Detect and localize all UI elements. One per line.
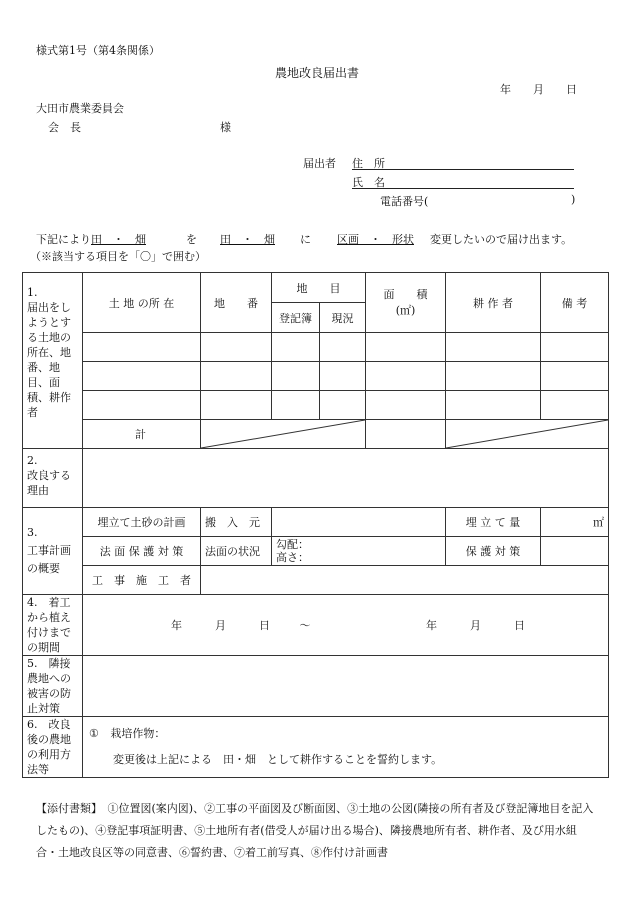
area-cell[interactable] — [366, 362, 446, 391]
total-diagonal-cell-2 — [446, 420, 609, 449]
slope-measures-label: 法 面 保 護 対 策 — [83, 537, 201, 566]
location-cell[interactable] — [83, 362, 201, 391]
registry-cell[interactable] — [272, 333, 320, 362]
section-3-label: 3. 工事計画の概要 — [23, 508, 83, 595]
lot-cell[interactable] — [201, 362, 272, 391]
fill-plan-label: 埋立て土砂の計画 — [83, 508, 201, 537]
option-shape[interactable]: 区画 ・ 形状 — [337, 233, 414, 246]
contractor-label: 工 事 施 工 者 — [83, 566, 201, 595]
remarks-cell[interactable] — [541, 391, 609, 420]
form-table — [22, 272, 609, 778]
period-field[interactable] — [83, 595, 609, 656]
option-from-field[interactable]: 田 ・ 畑 — [91, 233, 146, 246]
col-cultivator: 耕 作 者 — [446, 273, 541, 333]
honorific: 様 — [220, 121, 231, 134]
reason-field[interactable] — [83, 449, 609, 508]
current-cell[interactable] — [320, 391, 366, 420]
circle-note: （※該当する項目を「〇」で囲む） — [30, 250, 206, 263]
attachments-text: 【添付書類】 ①位置図(案内図)、②工事の平面図及び断面図、③土地の公図(隣接の所有者及び登記簿地目を記入したもの)、④登記事項証明書、⑤土地所有者(借受人が届け出る場合)、隣接農地所有者、耕作者、及び用水組合・土地改良区等の同意書、⑥誓約書、⑦着工前写真、⑧作付け計画書 — [36, 802, 594, 859]
registry-cell[interactable] — [272, 391, 320, 420]
address-label: 住 所 — [352, 157, 385, 170]
remarks-cell[interactable] — [541, 333, 609, 362]
total-area-cell[interactable] — [366, 420, 446, 449]
addressee-org: 大田市農業委員会 — [36, 102, 124, 115]
period-from: 年 月 日 — [171, 619, 270, 632]
current-cell[interactable] — [320, 333, 366, 362]
statement-ni: に — [300, 233, 311, 246]
pledge-text: 変更後は上記による 田・畑 として耕作することを誓約します。 — [113, 753, 443, 766]
crop-label: 栽培作物： — [110, 727, 166, 740]
usage-field[interactable] — [83, 717, 609, 778]
crop-number: ① — [89, 727, 99, 740]
prevention-field[interactable] — [83, 656, 609, 717]
table-row — [23, 391, 609, 420]
source-field[interactable] — [272, 508, 446, 537]
total-label: 計 — [83, 420, 201, 449]
lot-cell[interactable] — [201, 333, 272, 362]
diagonal-line — [446, 420, 608, 448]
slope-status-field[interactable] — [272, 537, 446, 566]
lot-cell[interactable] — [201, 391, 272, 420]
cultivator-cell[interactable] — [446, 362, 541, 391]
cultivator-cell[interactable] — [446, 333, 541, 362]
height-label: 高さ： — [276, 551, 309, 564]
col-category: 地 目 — [272, 273, 366, 303]
col-area-unit: (㎡) — [395, 303, 416, 317]
col-location: 土 地 の所 在 — [83, 273, 201, 333]
col-remarks: 備 考 — [541, 273, 609, 333]
diagonal-line — [201, 420, 365, 448]
statement-wo: を — [186, 233, 197, 246]
col-area-label: 面 積 — [383, 287, 428, 301]
fill-amount-label: 埋 立 て 量 — [446, 508, 541, 537]
location-cell[interactable] — [83, 391, 201, 420]
option-to-field[interactable]: 田 ・ 畑 — [220, 233, 275, 246]
applicant-label: 届出者 — [303, 157, 336, 170]
form-number: 様式第1号（第4条関係） — [36, 44, 160, 57]
date-line[interactable]: 年 月 日 — [500, 83, 577, 96]
table-row — [23, 362, 609, 391]
addressee-role: 会 長 — [48, 121, 81, 134]
location-cell[interactable] — [83, 333, 201, 362]
section-1-label: 1. 届出をしようとする土地の所在、地番、地目、面積、耕作者 — [23, 273, 83, 449]
period-tilde: 〜 — [299, 619, 311, 632]
name-field[interactable] — [352, 174, 574, 189]
remarks-cell[interactable] — [541, 362, 609, 391]
current-cell[interactable] — [320, 362, 366, 391]
registry-cell[interactable] — [272, 362, 320, 391]
col-registry: 登記簿 — [272, 303, 320, 333]
cultivator-cell[interactable] — [446, 391, 541, 420]
protection-field[interactable] — [541, 537, 609, 566]
contractor-field[interactable] — [201, 566, 609, 595]
area-cell[interactable] — [366, 333, 446, 362]
phone-close: ) — [571, 193, 576, 206]
area-cell[interactable] — [366, 391, 446, 420]
col-area — [366, 273, 446, 333]
section-6-label: 6. 改良後の農地の利用方法等 — [23, 717, 83, 778]
fill-amount-field[interactable] — [541, 508, 609, 537]
source-label: 搬 入 元 — [201, 508, 272, 537]
phone-label: 電話番号( — [380, 195, 429, 208]
section-5-label: 5. 隣接農地への被害の防止対策 — [23, 656, 83, 717]
section-4-label: 4. 着工から植え付けまでの期間 — [23, 595, 83, 656]
col-current: 現況 — [320, 303, 366, 333]
name-label: 氏 名 — [352, 176, 385, 189]
slope-status-label: 法面の状況 — [201, 537, 272, 566]
table-row — [23, 333, 609, 362]
fill-unit: ㎡ — [593, 516, 604, 529]
section-2-label: 2. 改良する理由 — [23, 449, 83, 508]
protection-label: 保 護 対 策 — [446, 537, 541, 566]
statement-suffix: 変更したいので届け出ます。 — [430, 233, 573, 246]
address-field[interactable] — [352, 155, 574, 170]
document-title: 農地改良届出書 — [275, 66, 360, 80]
total-diagonal-cell — [201, 420, 366, 449]
statement-prefix: 下記により — [36, 233, 91, 246]
gradient-label: 勾配： — [276, 538, 309, 551]
col-lot: 地 番 — [201, 273, 272, 333]
period-to: 年 月 日 — [426, 619, 525, 632]
